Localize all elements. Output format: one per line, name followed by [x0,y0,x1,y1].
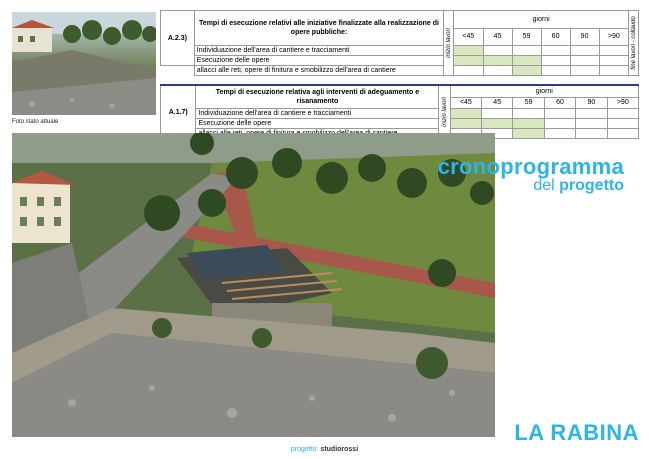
table1-title: Tempi di esecuzione relativi alle iniziative finalizzate alla realizzazione di opere pubbliche: [194,11,443,46]
table1-row-label: Individuazione dell'area di cantiere e tracciamenti [194,46,443,56]
table1-row-label: allacci alle reti, opere di finitura e smobilizzo dell'area di cantiere [194,66,443,76]
table1-day-header: 90 [570,28,599,46]
gantt-cell-filled [454,46,483,56]
table2-day-header: >90 [607,97,638,108]
table2-title: Tempi di esecuzione relativa agli interventi di adeguamento e risanamento [196,85,439,109]
gantt-cell-filled [454,56,483,66]
table1-start-label: inizio lavori [444,11,454,76]
subtitle-del-progetto: del progetto [533,177,624,194]
table2-row-label: Esecuzione delle opere [196,119,439,129]
schedule-table-adaptation [160,84,639,139]
table1-day-header: 59 [512,28,541,46]
aerial-render-image [12,133,495,437]
place-name: LA RABINA [514,420,639,445]
gantt-cell-filled [513,129,544,139]
table1-day-header: 45 [483,28,512,46]
table2-day-header: 90 [576,97,607,108]
table1-row-label: Esecuzione delle opere [194,56,443,66]
table2-day-header: 59 [513,97,544,108]
table1-day-header: <45 [454,28,483,46]
table2-days-label: giorni [450,85,638,97]
table2-day-header: 45 [482,97,513,108]
gantt-cell-filled [450,119,481,129]
gantt-cell-filled [482,119,513,129]
project-credit: progetto: studiorossi [290,446,359,453]
gantt-cell-filled [512,56,541,66]
table1-day-header: >90 [599,28,628,46]
table2-day-header: <45 [450,97,481,108]
photo-caption: Foto stato attuale [12,119,59,125]
schedule-table-public-works [160,10,639,76]
table2-start-label: inizio lavori [439,85,450,139]
title-cronoprogramma: cronoprogramma [437,154,624,179]
gantt-cell-filled [513,119,544,129]
table2-row-label: Individuazione dell'area di cantiere e tracciamenti [196,109,439,119]
gantt-cell-filled [483,56,512,66]
gantt-cell-filled [512,66,541,76]
table1-code: A.2.3) [161,11,195,66]
gantt-cell-filled [450,109,481,119]
table2-code: A.1.7) [161,85,196,139]
table1-end-label: fine lavori - collaudo [629,11,639,76]
table2-day-header: 60 [544,97,575,108]
table1-days-label: giorni [454,11,629,29]
table1-day-header: 60 [541,28,570,46]
current-state-photo [12,12,156,115]
